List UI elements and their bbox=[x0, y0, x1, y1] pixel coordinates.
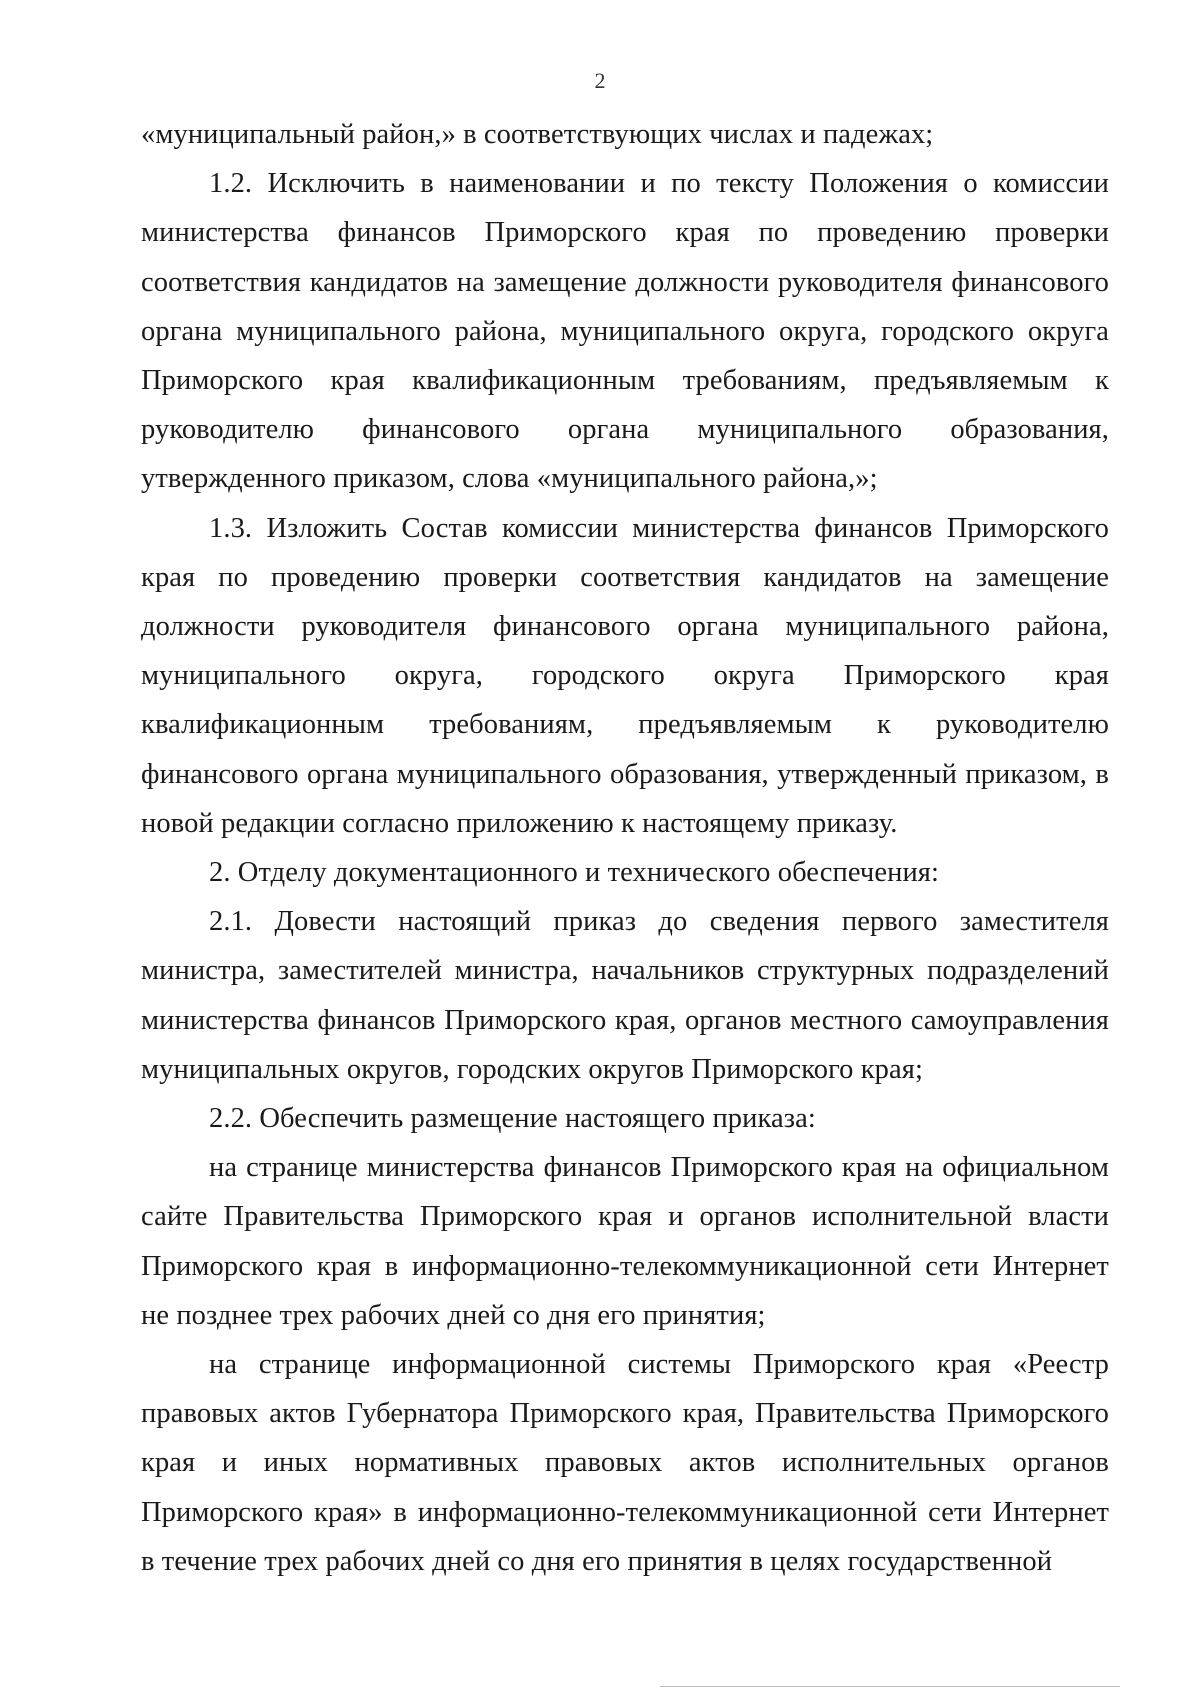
paragraph-2-2: 2.2. Обеспечить размещение настоящего приказа: bbox=[209, 1103, 816, 1135]
bottom-scan-line bbox=[660, 1686, 1120, 1687]
paragraph-2: 2. Отделу документационного и технического обеспечения: bbox=[209, 857, 940, 889]
paragraph-continuation: «муниципальный район,» в соответствующих числах и падежах; bbox=[141, 119, 934, 150]
paragraph-2-1: 2.1. Довести настоящий приказ до сведения первого заместителя министра, заместителей министра, начальников структурных подразделений министерства финансов Приморского края, органов местного самоуправления муниципальных округов, городских округов Приморского края; bbox=[141, 906, 1109, 1085]
paragraph-official-site: на странице министерства финансов Приморского края на официальном сайте Правительства Приморского края и органов исполнительной власти Приморского края в информационно-телекоммуникационной сети Интернет не позднее трех рабочих дней со дня его принятия; bbox=[141, 1152, 1109, 1331]
document-body bbox=[141, 110, 1109, 1586]
paragraph-1-3: 1.3. Изложить Состав комиссии министерства финансов Приморского края по проведению проверки соответствия кандидатов на замещение должности руководителя финансового органа муниципального района, муниципального округа, городского округа Приморского края квалификационным требованиям, предъявляемым к руководителю финансового органа муниципального образования, утвержденный приказом, в новой редакции согласно приложению к настоящему приказу. bbox=[141, 512, 1109, 839]
page-number: 2 bbox=[594, 68, 606, 93]
paragraph-1-2: 1.2. Исключить в наименовании и по тексту Положения о комиссии министерства финансов Приморского края по проведению проверки соответствия кандидатов на замещение должности руководителя финансового органа муниципального района, муниципального округа, городского округа Приморского края квалификационным требованиям, предъявляемым к руководителю финансового органа муниципального образования, утвержденного приказом, слова «муниципального района,»; bbox=[141, 168, 1109, 495]
paragraph-registry: на странице информационной системы Приморского края «Реестр правовых актов Губернатора Приморского края, Правительства Приморского края и иных нормативных правовых актов исполнительных органов Приморского края» в информационно-телекоммуникационной сети Интернет в течение трех рабочих дней со дня его принятия в целях государственной bbox=[141, 1349, 1109, 1577]
